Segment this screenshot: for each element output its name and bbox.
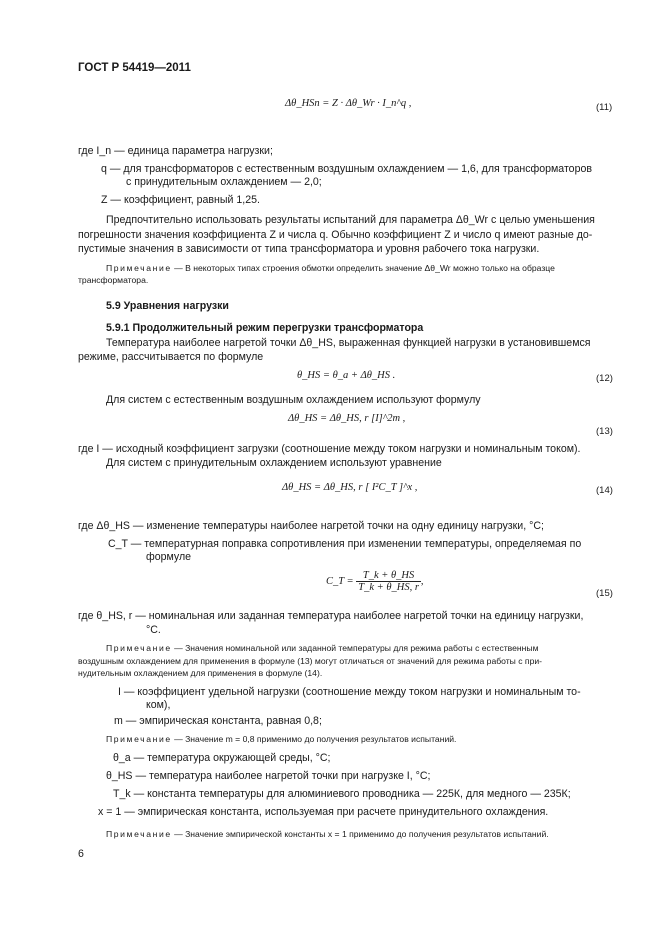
note-2-line-3: нудительным охлаждением для применения в формуле (14). <box>78 668 323 678</box>
paragraph-3: Для систем с естественным воздушным охлаждением используют формулу <box>106 394 481 406</box>
note-3-label: Примечание <box>106 734 172 744</box>
note-2-line-1: Примечание — Значения номинальной или заданной температуры для режима работы с естественным <box>106 643 539 653</box>
def-theta-hs-r-line2: °С. <box>146 624 161 636</box>
paragraph-1-line-1: Предпочтительно использовать результаты испытаний для параметра Δθ_Wr с целью уменьшения <box>106 214 595 226</box>
def-x: x = 1 — эмпирическая константа, используемая при расчете принудительного охлаждения. <box>98 806 549 818</box>
document-id: ГОСТ Р 54419—2011 <box>78 62 191 74</box>
note-1-line-2: трансформатора. <box>78 275 149 285</box>
equation-12: θ_HS = θ_a + Δθ_HS . <box>297 370 396 381</box>
equation-13: Δθ_HS = Δθ_HS, r [I]^2m , <box>288 413 406 424</box>
def-ct-line1: C_T — температурная поправка сопротивления при изменении температуры, определяемая по <box>108 538 582 550</box>
paragraph-2-line-2: режиме, рассчитывается по формуле <box>78 351 264 363</box>
def-i-initial: где I — исходный коэффициент загрузки (соотношение между током нагрузки и номинальным током). <box>78 443 581 455</box>
def-m: m — эмпирическая константа, равная 0,8; <box>114 715 322 727</box>
subsection-title: 5.9.1 Продолжительный режим перегрузки трансформатора <box>106 322 424 334</box>
equation-15-denominator: T_k + θ_HS, r <box>358 582 419 593</box>
equation-15: C_T = $\frac{T\_k + \theta\_HS}{T\_k + \theta\_HS, r}$ , <box>326 570 424 593</box>
equation-12-number: (12) <box>596 373 613 384</box>
equation-14: Δθ_HS = Δθ_HS, r [ I²C_T ]^x , <box>282 482 418 493</box>
paragraph-2-line-1: Температура наиболее нагретой точки Δθ_HS, выраженная функцией нагрузки в установившемся <box>106 337 591 349</box>
page-number: 6 <box>78 848 84 860</box>
note-2-line-2: воздушным охлаждением для применения в формуле (13) могут отличаться от значений для режима работы с при- <box>78 656 543 666</box>
def-delta-theta-hs: где Δθ_HS — изменение температуры наиболее нагретой точки на одну единицу нагрузки, °С; <box>78 520 544 532</box>
equation-15-number: (15) <box>596 588 613 599</box>
def-theta-hs-r-line1: где θ_HS, r — номинальная или заданная температура наиболее нагретой точки на единицу нагрузки, <box>78 610 584 622</box>
note-1-label: Примечание <box>106 263 172 273</box>
def-theta-a: θ_a — температура окружающей среды, °С; <box>113 752 331 764</box>
note-2-label: Примечание <box>106 643 172 653</box>
def-tk: T_k — константа температуры для алюминиевого проводника — 225К, для медного — 235К; <box>113 788 571 800</box>
note-4: Примечание — Значение эмпирической константы x = 1 применимо до получения результатов испытаний. <box>106 829 549 839</box>
note-3: Примечание — Значение m = 0,8 применимо до получения результатов испытаний. <box>106 734 457 744</box>
equation-14-number: (14) <box>596 485 613 496</box>
def-z: Z — коэффициент, равный 1,25. <box>101 194 260 206</box>
forced-cooling-intro: Для систем с принудительным охлаждением используют уравнение <box>106 457 442 469</box>
paragraph-1-line-2: погрешности значения коэффициента Z и числа q. Обычно коэффициент Z и число q имеют разные до- <box>78 229 593 241</box>
def-i-specific-line2: ком), <box>146 699 171 711</box>
equation-11-number: (11) <box>596 102 613 113</box>
paragraph-1-line-3: пустимые значения в зависимости от типа трансформатора и уровня рабочего тока нагрузки. <box>78 243 540 255</box>
def-ct-line2: формуле <box>146 551 192 563</box>
equation-15-numerator: T_k + θ_HS <box>356 570 421 582</box>
def-q-line1: q — для трансформаторов с естественным воздушным охлаждением — 1,6, для трансформаторов <box>101 163 592 175</box>
equation-15-fraction <box>356 570 421 593</box>
section-title: 5.9 Уравнения нагрузки <box>106 300 229 312</box>
equation-11: Δθ_HSn = Z · Δθ_Wr · I_n^q , <box>285 98 412 109</box>
equation-13-number: (13) <box>596 426 613 437</box>
def-q-line2: с принудительным охлаждением — 2,0; <box>126 176 322 188</box>
def-i-specific-line1: I — коэффициент удельной нагрузки (соотношение между током нагрузки и номинальным то- <box>118 686 581 698</box>
equation-15-lhs: C_T = <box>326 576 354 587</box>
note-1-line-1: Примечание — В некоторых типах строения обмотки определить значение Δθ_Wr можно только на образце <box>106 263 555 273</box>
def-in: где I_n — единица параметра нагрузки; <box>78 145 273 157</box>
note-4-label: Примечание <box>106 829 172 839</box>
def-theta-hs: θ_HS — температура наиболее нагретой точки при нагрузке I, °С; <box>106 770 431 782</box>
